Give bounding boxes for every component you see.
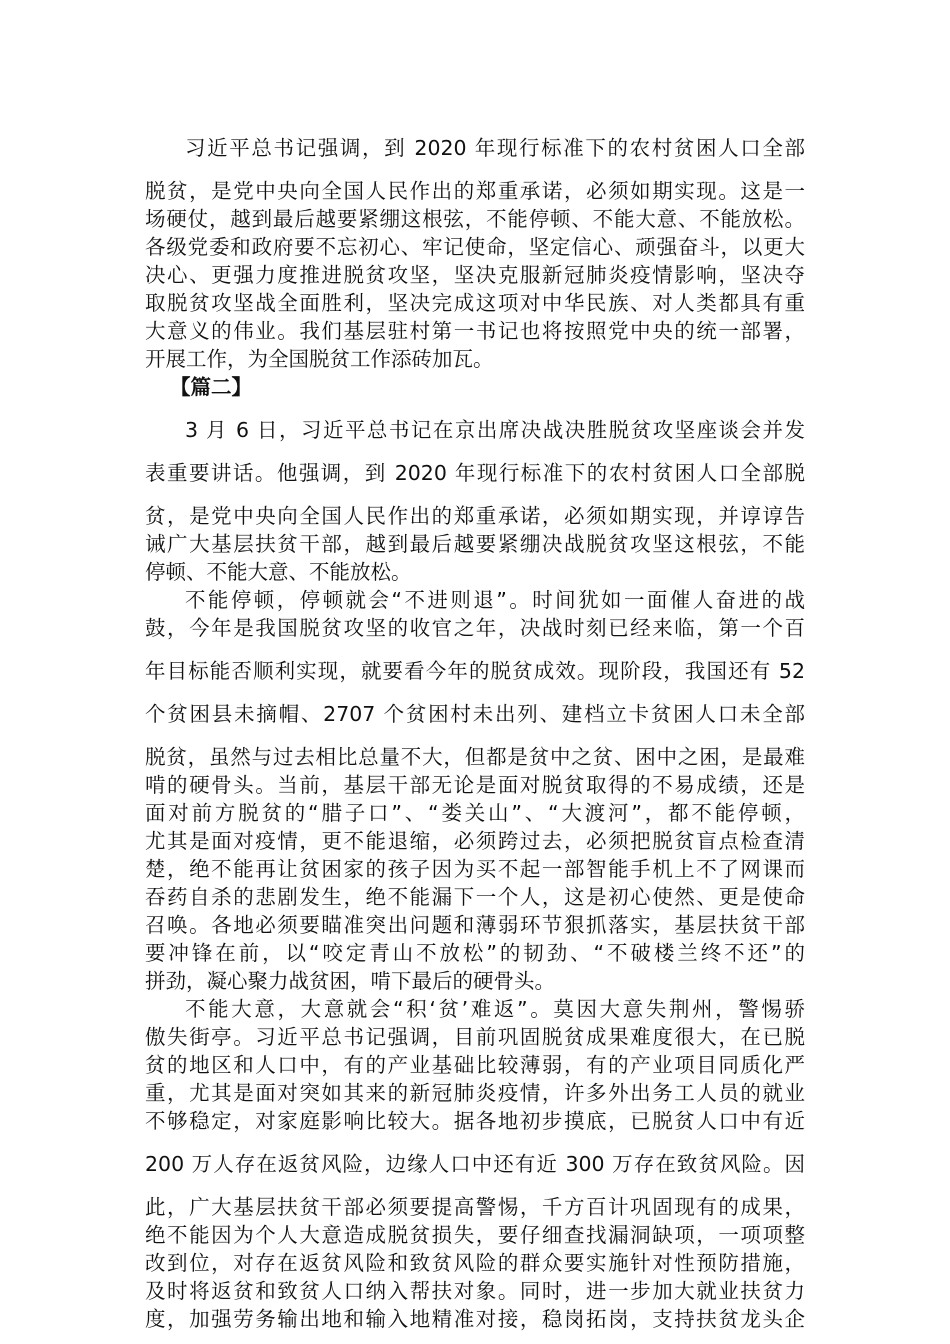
paragraph-4-line-8: 绝不能因为个人大意造成脱贫损失，要仔细查找漏洞缺项，一项项整: [145, 1223, 805, 1247]
paragraph-4-line-6: 200 万人存在返贫风险，边缘人口中还有近 300 万存在致贫风险。因: [145, 1152, 805, 1176]
paragraph-1-line-6: 取脱贫攻坚战全面胜利，坚决完成这项对中华民族、对人类都具有重: [145, 291, 805, 315]
section-heading: 【篇二】: [170, 375, 252, 399]
paragraph-2-line-5: 停顿、不能大意、不能放松。: [145, 560, 412, 584]
paragraph-3-line-13: 拼劲，凝心聚力战贫困，啃下最后的硬骨头。: [145, 969, 555, 993]
paragraph-3-line-7: 面对前方脱贫的“腊子口”、“娄关山”、“大渡河”，都不能停顿，: [145, 801, 805, 825]
paragraph-3-line-10: 吞药自杀的悲剧发生，绝不能漏下一个人，这是初心使然、更是使命: [145, 885, 805, 909]
paragraph-2-line-1: 3 月 6 日，习近平总书记在京出席决战决胜脱贫攻坚座谈会并发: [185, 418, 805, 442]
paragraph-3-line-9: 楚，绝不能再让贫困家的孩子因为买不起一部智能手机上不了网课而: [145, 857, 805, 881]
paragraph-4-line-9: 改到位，对存在返贫风险和致贫风险的群众要实施针对性预防措施，: [145, 1251, 805, 1275]
paragraph-4-line-10: 及时将返贫和致贫人口纳入帮扶对象。同时，进一步加大就业扶贫力: [145, 1279, 805, 1303]
paragraph-2-line-4: 诫广大基层扶贫干部，越到最后越要紧绷决战脱贫攻坚这根弦，不能: [145, 532, 805, 556]
paragraph-1-line-3: 场硬仗，越到最后越要紧绷这根弦，不能停顿、不能大意、不能放松。: [145, 207, 805, 231]
paragraph-3-line-5: 脱贫，虽然与过去相比总量不大，但都是贫中之贫、困中之困，是最难: [145, 745, 805, 769]
paragraph-1-line-2: 脱贫，是党中央向全国人民作出的郑重承诺，必须如期实现。这是一: [145, 179, 805, 203]
paragraph-2-line-3: 贫，是党中央向全国人民作出的郑重承诺，必须如期实现，并谆谆告: [145, 504, 805, 528]
paragraph-4-line-4: 重，尤其是面对突如其来的新冠肺炎疫情，许多外出务工人员的就业: [145, 1081, 805, 1105]
paragraph-3-line-3: 年目标能否顺利实现，就要看今年的脱贫成效。现阶段，我国还有 52: [145, 659, 805, 683]
paragraph-1-line-5: 决心、更强力度推进脱贫攻坚，坚决克服新冠肺炎疫情影响，坚决夺: [145, 263, 805, 287]
paragraph-4-line-7: 此，广大基层扶贫干部必须要提高警惕，千方百计巩固现有的成果，: [145, 1195, 805, 1219]
paragraph-2-line-2: 表重要讲话。他强调，到 2020 年现行标准下的农村贫困人口全部脱: [145, 461, 805, 485]
paragraph-3-line-2: 鼓，今年是我国脱贫攻坚的收官之年，决战时刻已经来临，第一个百: [145, 616, 805, 640]
paragraph-3-line-8: 尤其是面对疫情，更不能退缩，必须跨过去，必须把脱贫盲点检查清: [145, 829, 805, 853]
paragraph-4-line-11: 度，加强劳务输出地和输入地精准对接，稳岗拓岗，支持扶贫龙头企: [145, 1307, 805, 1331]
paragraph-1-line-7: 大意义的伟业。我们基层驻村第一书记也将按照党中央的统一部署，: [145, 319, 805, 343]
paragraph-3-line-6: 啃的硬骨头。当前，基层干部无论是面对脱贫取得的不易成绩，还是: [145, 773, 805, 797]
paragraph-3-line-11: 召唤。各地必须要瞄准突出问题和薄弱环节狠抓落实，基层扶贫干部: [145, 913, 805, 937]
paragraph-1-line-1: 习近平总书记强调，到 2020 年现行标准下的农村贫困人口全部: [185, 136, 805, 160]
paragraph-4-line-5: 不够稳定，对家庭影响比较大。据各地初步摸底，已脱贫人口中有近: [145, 1109, 805, 1133]
paragraph-1-line-4: 各级党委和政府要不忘初心、牢记使命，坚定信心、顽强奋斗，以更大: [145, 235, 805, 259]
paragraph-1-line-8: 开展工作，为全国脱贫工作添砖加瓦。: [145, 347, 494, 371]
paragraph-4-line-2: 傲失街亭。习近平总书记强调，目前巩固脱贫成果难度很大，在已脱: [145, 1025, 805, 1049]
paragraph-3-line-4: 个贫困县未摘帽、2707 个贫困村未出列、建档立卡贫困人口未全部: [145, 702, 805, 726]
paragraph-3-line-12: 要冲锋在前，以“咬定青山不放松”的韧劲、“不破楼兰终不还”的: [145, 941, 805, 965]
paragraph-4-line-1: 不能大意，大意就会“积‘贫’难返”。莫因大意失荆州，警惕骄: [185, 997, 805, 1021]
paragraph-4-line-3: 贫的地区和人口中，有的产业基础比较薄弱，有的产业项目同质化严: [145, 1053, 805, 1077]
paragraph-3-line-1: 不能停顿，停顿就会“不进则退”。时间犹如一面催人奋进的战: [185, 588, 805, 612]
